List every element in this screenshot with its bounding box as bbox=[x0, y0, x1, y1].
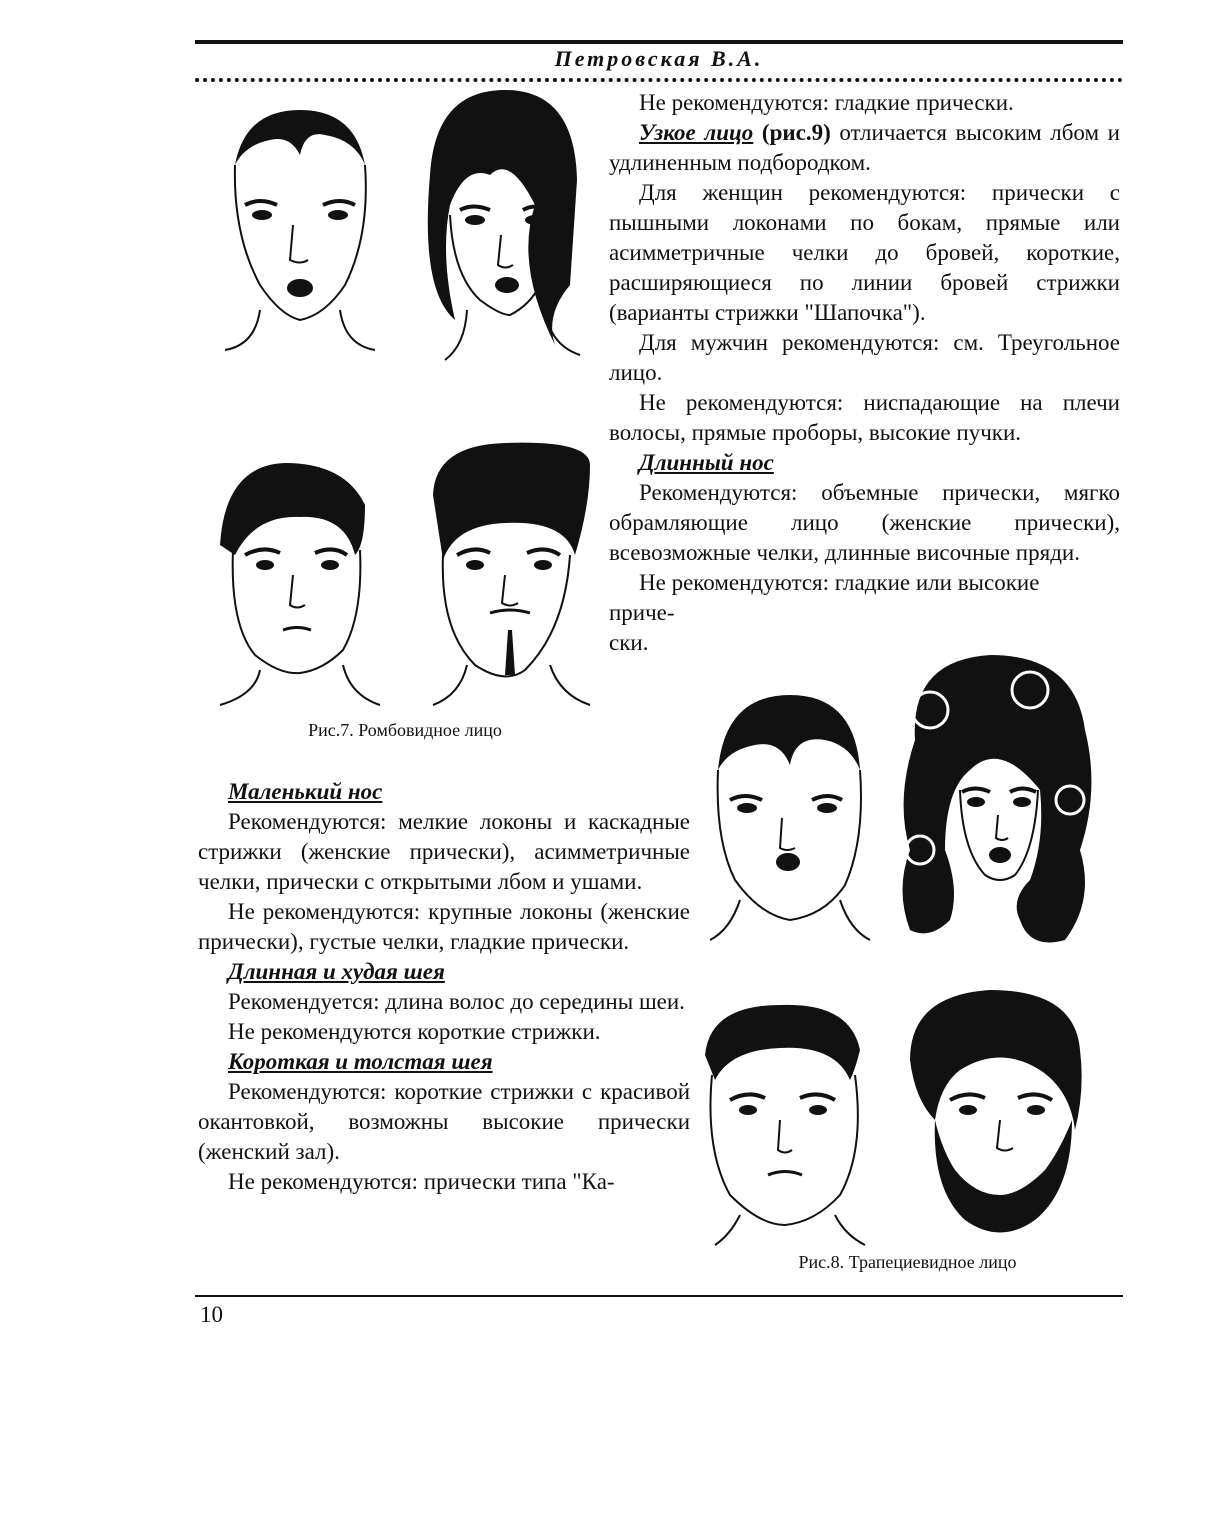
narrow-face-heading: Узкое лицо bbox=[639, 120, 754, 145]
fig8-woman-slick-hair bbox=[710, 695, 870, 940]
right-paragraph: Не рекомендуются: гладкие или высокие bbox=[639, 570, 1040, 595]
small-nose-heading: Маленький нос bbox=[228, 779, 383, 804]
narrow-face-desc: отличается высоким лбом и удлиненным подбородком. bbox=[609, 120, 1120, 175]
short-neck-heading: Короткая и толстая шея bbox=[228, 1049, 493, 1074]
fig8-man-short-hair bbox=[705, 1005, 865, 1245]
right-paragraph: Рекомендуются: объемные прически, мягко обрамляющие лицо (женские прически), всевозможные челки, длинные височные пряди. bbox=[609, 480, 1120, 565]
right-paragraph: Для мужчин рекомендуются: см. Треугольное лицо. bbox=[609, 330, 1120, 385]
right-paragraph: Для женщин рекомендуются: прически с пышными локонами по бокам, прямые или асимметричные челки до бровей, короткие, расширяющиеся по линии бровей стрижки (варианты стрижки "Шапочка"). bbox=[609, 180, 1120, 325]
left-paragraph: Рекомендуется: длина волос до середины шеи. bbox=[228, 989, 685, 1014]
figure-8-illustration bbox=[700, 650, 1120, 1250]
header-rule bbox=[195, 40, 1123, 44]
left-paragraph: Рекомендуются: мелкие локоны и каскадные стрижки (женские прически), асимметричные челки, прически с открытыми лбом и ушами. bbox=[198, 809, 690, 894]
fig7-man-pompadour bbox=[433, 443, 590, 705]
long-neck-heading: Длинная и худая шея bbox=[228, 959, 445, 984]
left-paragraph: Рекомендуются: короткие стрижки с красивой окантовкой, возможны высокие прически (женский зал). bbox=[198, 1079, 690, 1164]
footer-rule bbox=[195, 1295, 1123, 1297]
right-paragraph: Не рекомендуются: гладкие прически. bbox=[639, 90, 1014, 115]
right-paragraph: Не рекомендуются: ниспадающие на плечи волосы, прямые проборы, высокие пучки. bbox=[609, 390, 1120, 445]
figure-7-illustration bbox=[205, 85, 605, 710]
header-dotted-rule bbox=[195, 78, 1123, 82]
long-nose-heading: Длинный нос bbox=[639, 450, 774, 475]
narrow-face-ref: (рис.9) bbox=[753, 120, 831, 145]
right-paragraph-continued: ски. bbox=[609, 630, 649, 655]
fig7-man-short-hair bbox=[220, 463, 380, 705]
right-text-column bbox=[609, 88, 1120, 658]
figure-8-caption: Рис.8. Трапециевидное лицо bbox=[798, 1252, 1017, 1272]
figure-7-caption: Рис.7. Ромбовидное лицо bbox=[308, 720, 502, 740]
narrow-face-paragraph bbox=[609, 118, 1120, 178]
left-paragraph: Не рекомендуются короткие стрижки. bbox=[228, 1019, 601, 1044]
page-number: 10 bbox=[200, 1302, 223, 1327]
left-paragraph: Не рекомендуются: прически типа "Ка- bbox=[228, 1169, 615, 1194]
fig8-man-bearded bbox=[910, 990, 1082, 1233]
fig7-woman-slick-hair bbox=[225, 110, 375, 350]
left-paragraph: Не рекомендуются: крупные локоны (женские прически), густые челки, гладкие прически. bbox=[198, 899, 690, 954]
fig7-woman-bob-hair bbox=[428, 90, 580, 360]
running-header: Петровская В.А. bbox=[554, 46, 764, 71]
right-paragraph-continued: приче- bbox=[609, 600, 675, 625]
left-text-column bbox=[198, 777, 690, 1197]
fig8-woman-curly-hair bbox=[903, 655, 1092, 943]
